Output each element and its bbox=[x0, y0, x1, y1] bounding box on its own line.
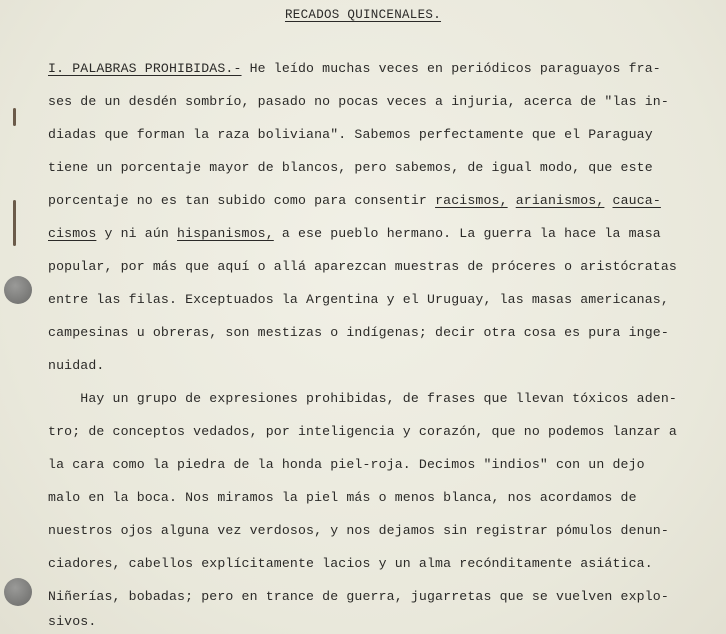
section-heading: I. PALABRAS PROHIBIDAS.- bbox=[48, 61, 242, 76]
text-line-9: campesinas u obreras, son mestizas o indígenas; decir otra cosa es pura inge- bbox=[48, 325, 669, 340]
text-line-11: Hay un grupo de expresiones prohibidas, de frases que llevan tóxicos aden- bbox=[48, 391, 677, 406]
text-line-3: diadas que forman la raza boliviana". Sabemos perfectamente que el Paraguay bbox=[48, 127, 653, 142]
underlined-racismos: racismos, bbox=[435, 193, 508, 208]
text-line-15: nuestros ojos alguna vez verdosos, y nos dejamos sin registrar pómulos denun- bbox=[48, 523, 669, 538]
underlined-cismos: cismos bbox=[48, 226, 97, 241]
text-line-7: popular, por más que aquí o allá aparezcan muestras de próceres o aristócratas bbox=[48, 259, 677, 274]
text-line-6 bbox=[48, 226, 661, 241]
punch-hole-top bbox=[4, 276, 32, 304]
line-5-text: porcentaje no es tan subido como para consentir bbox=[48, 193, 436, 208]
text-line-10: nuidad. bbox=[48, 358, 105, 373]
text-line-2: ses de un desdén sombrío, pasado no pocas veces a injuria, acerca de "las in- bbox=[48, 94, 669, 109]
margin-mark-2 bbox=[13, 200, 16, 246]
text-line-18: sivos. bbox=[48, 614, 97, 629]
text-line-5 bbox=[48, 193, 661, 208]
margin-mark-1 bbox=[13, 108, 16, 126]
underlined-cauca: cauca- bbox=[612, 193, 661, 208]
text-line-8: entre las filas. Exceptuados la Argentina y el Uruguay, las masas americanas, bbox=[48, 292, 669, 307]
line-1-text: He leído muchas veces en periódicos paraguayos fra- bbox=[241, 61, 661, 76]
text-line-14: malo en la boca. Nos miramos la piel más o menos blanca, nos acordamos de bbox=[48, 490, 637, 505]
text-line-13: la cara como la piedra de la honda piel-roja. Decimos "indios" con un dejo bbox=[48, 457, 645, 472]
underlined-arianismos: arianismos, bbox=[515, 193, 605, 208]
text-line-17: Niñerías, bobadas; pero en trance de guerra, jugarretas que se vuelven explo- bbox=[48, 589, 669, 604]
text-line-16: ciadores, cabellos explícitamente lacios y un alma recónditamente asiática. bbox=[48, 556, 653, 571]
text-line-12: tro; de conceptos vedados, por inteligencia y corazón, que no podemos lanzar a bbox=[48, 424, 677, 439]
document-title: RECADOS QUINCENALES. bbox=[284, 8, 442, 22]
punch-hole-bottom bbox=[4, 578, 32, 606]
text-line-4: tiene un porcentaje mayor de blancos, pero sabemos, de igual modo, que este bbox=[48, 160, 653, 175]
underlined-hispanismos: hispanismos, bbox=[177, 226, 274, 241]
text-line-1 bbox=[48, 61, 661, 76]
line-6-end: a ese pueblo hermano. La guerra la hace la masa bbox=[273, 226, 661, 241]
line-6-mid: y ni aún bbox=[96, 226, 178, 241]
